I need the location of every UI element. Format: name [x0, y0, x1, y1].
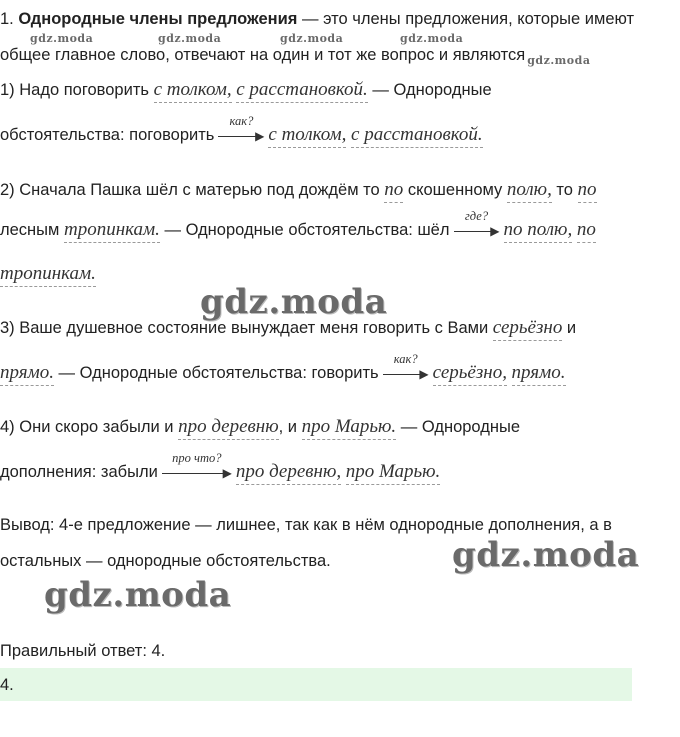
answer-value: 4. — [0, 676, 14, 694]
homogeneous-member: с толком, — [268, 124, 346, 148]
sentence-2-line-2: лесным тропинкам. — Однородные обстоятельства: шёл где? ▶ по полю, по — [0, 219, 596, 241]
sentence-1-line-2: обстоятельства: поговорить как? ▶ с толком, с расстановкой. — [0, 124, 483, 146]
watermark-large-2: gdz.moda — [452, 535, 640, 575]
homogeneous-member: по — [578, 179, 597, 203]
question-label: как? — [393, 352, 418, 366]
sentence-1-line-1: 1) Надо поговорить с толком, с расстановкой. — Однородные — [0, 79, 492, 101]
question-label: где? — [464, 209, 489, 223]
question-arrow — [218, 114, 265, 146]
homogeneous-member: с толком, — [154, 79, 232, 103]
watermark-small-1: gdz.moda — [30, 32, 94, 45]
sentence-4-line-2: дополнения: забыли про что? ▶ про деревню, про Марью. — [0, 461, 440, 483]
item-number: 1. — [0, 10, 14, 28]
definition-line-2: общее главное слово, отвечают на один и тот же вопрос и являются $_{gdz.moda}$ — [0, 46, 591, 67]
conclusion-line-1: Вывод: 4-е предложение — лишнее, так как в нём однородные дополнения, а в — [0, 516, 612, 534]
correct-answer-label: Правильный ответ: 4. — [0, 642, 166, 660]
sentence-4-line-1: 4) Они скоро забыли и про деревню, и про Марью. — Однородные — [0, 416, 520, 438]
question-label: про что? — [172, 451, 222, 465]
homogeneous-member: тропинкам. — [64, 219, 160, 243]
definition-text: — это члены предложения, которые имеют — [297, 10, 635, 28]
answer-box — [0, 668, 632, 701]
arrow-head-icon: ▶ — [419, 367, 429, 381]
homogeneous-member: по — [384, 179, 403, 203]
homogeneous-member: про Марью. — [346, 461, 441, 485]
question-arrow — [162, 451, 232, 483]
homogeneous-member: серьёзно, — [433, 362, 507, 386]
homogeneous-member: полю, — [507, 179, 552, 203]
question-arrow — [383, 352, 429, 384]
conclusion-line-2: остальных — однородные обстоятельства. — [0, 552, 331, 570]
sentence-3-line-1: 3) Ваше душевное состояние вынуждает меня говорить с Вами серьёзно и — [0, 317, 576, 339]
homogeneous-member: с расстановкой. — [351, 124, 483, 148]
definition-line-1 — [0, 8, 634, 30]
question-label: как? — [229, 114, 254, 128]
homogeneous-member: по — [577, 219, 596, 243]
watermark-small-2: gdz.moda — [158, 32, 222, 45]
homogeneous-member: про Марью. — [302, 416, 397, 440]
watermark-large-1: gdz.moda — [200, 282, 388, 322]
homogeneous-member: про деревню — [178, 416, 279, 440]
homogeneous-member: прямо. — [0, 362, 54, 386]
sentence-3-line-2: прямо. — Однородные обстоятельства: говорить как? ▶ серьёзно, прямо. — [0, 362, 566, 384]
watermark-small-4: gdz.moda — [400, 32, 464, 45]
arrow-head-icon: ▶ — [255, 129, 265, 143]
watermark-inline: gdz.moda — [527, 54, 591, 67]
arrow-head-icon: ▶ — [490, 224, 500, 238]
homogeneous-member: тропинкам. — [0, 263, 96, 287]
sentence-2-line-3 — [0, 263, 96, 285]
homogeneous-member: по полю, — [504, 219, 573, 243]
watermark-small-3: gdz.moda — [280, 32, 344, 45]
homogeneous-member: про деревню, — [236, 461, 341, 485]
definition-term: Однородные члены предложения — [18, 10, 298, 28]
watermark-large-3: gdz.moda — [44, 575, 232, 615]
homogeneous-member: прямо. — [512, 362, 566, 386]
arrow-head-icon: ▶ — [222, 466, 232, 480]
question-arrow — [454, 209, 500, 241]
sentence-2-line-1: 2) Сначала Пашка шёл с матерью под дождём то по скошенному полю, то по — [0, 179, 597, 201]
homogeneous-member: серьёзно — [493, 317, 563, 341]
homogeneous-member: с расстановкой. — [236, 79, 368, 103]
